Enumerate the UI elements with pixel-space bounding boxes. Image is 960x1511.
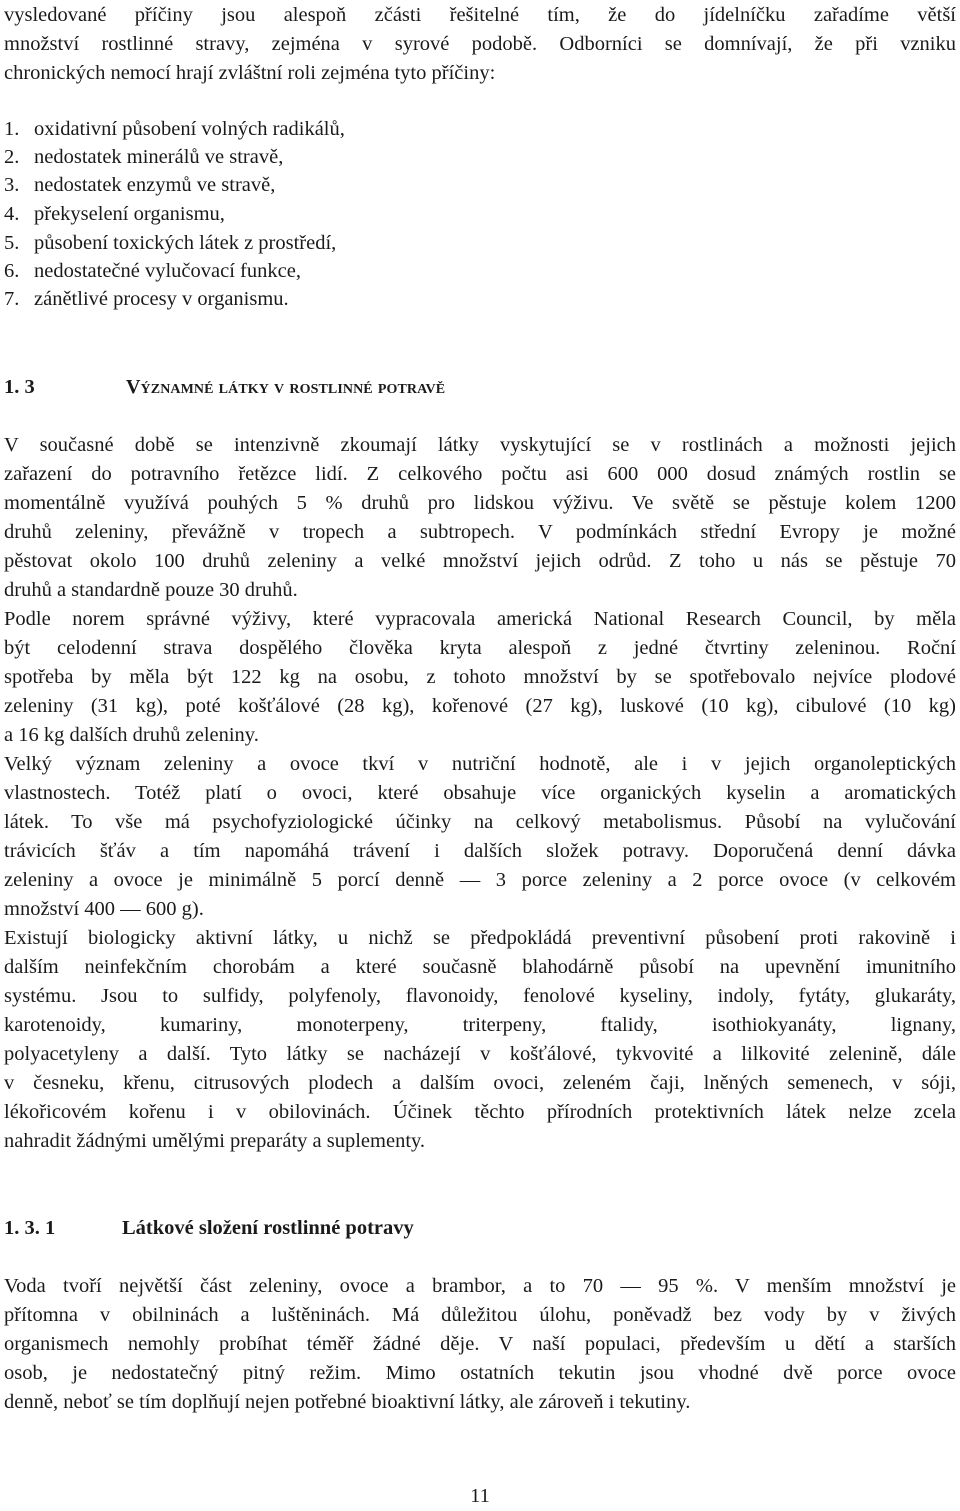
- paragraph-line: zeleniny a ovoce je minimálně 5 porcí denně — 3 porce zeleniny a 2 porce ovoce (v celkovém: [4, 869, 956, 891]
- list-item-text: zánětlivé procesy v organismu.: [34, 288, 289, 310]
- subsection-number: 1. 3. 1: [4, 1217, 56, 1239]
- paragraph-line: polyacetyleny a další. Tyto látky se nacházejí v košťálové, tykvovité a lilkovité zelenině, dále: [4, 1043, 956, 1065]
- paragraph-line: zeleniny (31 kg), poté košťálové (28 kg), kořenové (27 kg), luskové (10 kg), cibulové (10 kg): [4, 695, 956, 717]
- intro-line: chronických nemocí hrají zvláštní roli zejména tyto příčiny:: [4, 62, 496, 84]
- paragraph-line: lékořicovém kořenu i v obilovinách. Účinek těchto přírodních protektivních látek nelze zcela: [4, 1101, 956, 1123]
- paragraph-line: Existují biologicky aktivní látky, u nichž se předpokládá preventivní působení proti rakovině i: [4, 927, 956, 949]
- list-item: [4, 171, 275, 200]
- intro-line: množství rostlinné stravy, zejména v syrové podobě. Odborníci se domnívají, že při vzniku: [4, 33, 956, 55]
- paragraph-line: přítomna v obilninách a luštěninách. Má důležitou úlohu, poněvadž bez vody by v živých: [4, 1304, 956, 1326]
- paragraph-line: nahradit žádnými umělými preparáty a suplementy.: [4, 1130, 426, 1152]
- subsection-title: Látkové složení rostlinné potravy: [122, 1217, 414, 1239]
- list-item-text: oxidativní působení volných radikálů,: [34, 118, 345, 140]
- list-item: [4, 257, 301, 286]
- list-item-text: působení toxických látek z prostředí,: [34, 232, 337, 254]
- paragraph-line: druhů a standardně pouze 30 druhů.: [4, 579, 298, 601]
- page-number: 11: [470, 1485, 490, 1507]
- paragraph-line: vlastnostech. Totéž platí o ovoci, které obsahuje více organických kyselin a aromatických: [4, 782, 956, 804]
- paragraph-line: zařazení do potravního řetězce lidí. Z celkového počtu asi 600 000 dosud známých rostlin se: [4, 463, 956, 485]
- list-item-number: 3.: [4, 174, 20, 196]
- list-item-number: 4.: [4, 203, 20, 225]
- list-item-number: 1.: [4, 118, 20, 140]
- list-item-number: 5.: [4, 232, 20, 254]
- paragraph-line: Podle norem správné výživy, které vypracovala americká National Research Council, by měla: [4, 608, 956, 630]
- paragraph-line: spotřeba by měla být 122 kg na osobu, z tohoto množství by se spotřebovalo nejvíce plodové: [4, 666, 956, 688]
- paragraph-line: karotenoidy, kumariny, monoterpeny, triterpeny, ftalidy, isothiokyanáty, lignany,: [4, 1014, 956, 1036]
- list-item-number: 7.: [4, 288, 20, 310]
- paragraph-line: osob, je nedostatečný pitný režim. Mimo ostatních tekutin jsou vhodné dvě porce ovoce: [4, 1362, 956, 1384]
- list-item: [4, 143, 283, 172]
- paragraph-line: organismech nemohly probíhat téměř žádné děje. V naší populaci, především u dětí a starších: [4, 1333, 956, 1355]
- paragraph-line: V současné době se intenzivně zkoumají látky vyskytující se v rostlinách a možnosti jejich: [4, 434, 956, 456]
- list-item: [4, 229, 336, 258]
- list-item-text: nedostatek minerálů ve stravě,: [34, 146, 284, 168]
- paragraph-line: Velký význam zeleniny a ovoce tkví v nutriční hodnotě, ale i v jejich organoleptických: [4, 753, 956, 775]
- list-item-text: nedostatek enzymů ve stravě,: [34, 174, 276, 196]
- list-item-number: 6.: [4, 260, 20, 282]
- section-title: Významné látky v rostlinné potravě: [126, 376, 446, 398]
- paragraph-line: druhů zeleniny, převážně v tropech a subtropech. V podmínkách střední Evropy je možné: [4, 521, 956, 543]
- paragraph-line: v česneku, křenu, citrusových plodech a dalším ovoci, zeleném čaji, lněných semenech, v sóji,: [4, 1072, 956, 1094]
- subsection-heading: [4, 1214, 414, 1243]
- list-item: [4, 115, 345, 144]
- list-item-number: 2.: [4, 146, 20, 168]
- paragraph-line: látek. To vše má psychofyziologické účinky na celkový metabolismus. Působí na vylučování: [4, 811, 956, 833]
- list-item: [4, 200, 225, 229]
- paragraph-line: dalším neinfekčním chorobám a které současně blahodárně působí na upevnění imunitního: [4, 956, 956, 978]
- paragraph-line: Voda tvoří největší část zeleniny, ovoce a brambor, a to 70 — 95 %. V menším množství je: [4, 1275, 956, 1297]
- paragraph-line: systému. Jsou to sulfidy, polyfenoly, flavonoidy, fenolové kyseliny, indoly, fytáty, glukaráty,: [4, 985, 956, 1007]
- section-heading: [4, 373, 445, 402]
- paragraph-line: a 16 kg dalších druhů zeleniny.: [4, 724, 259, 746]
- paragraph-line: pěstovat okolo 100 druhů zeleniny a velké množství jejich odrůd. Z toho u nás se pěstuje 70: [4, 550, 956, 572]
- list-item-text: překyselení organismu,: [34, 203, 225, 225]
- paragraph-line: denně, neboť se tím doplňují nejen potřebné bioaktivní látky, ale zároveň i tekutiny.: [4, 1391, 691, 1413]
- intro-line: vysledované příčiny jsou alespoň zčásti řešitelné tím, že do jídelníčku zařadíme větší: [4, 4, 956, 26]
- paragraph-line: trávicích šťáv a tím napomáhá trávení i dalších složek potravy. Doporučená denní dávka: [4, 840, 956, 862]
- list-item: [4, 285, 289, 314]
- paragraph-line: být celodenní strava dospělého člověka kryta alespoň z jedné čtvrtiny zeleninou. Roční: [4, 637, 956, 659]
- section-number: 1. 3: [4, 376, 35, 398]
- paragraph-line: množství 400 — 600 g).: [4, 898, 204, 920]
- paragraph-line: momentálně využívá pouhých 5 % druhů pro lidskou výživu. Ve světě se pěstuje kolem 1200: [4, 492, 956, 514]
- list-item-text: nedostatečné vylučovací funkce,: [34, 260, 301, 282]
